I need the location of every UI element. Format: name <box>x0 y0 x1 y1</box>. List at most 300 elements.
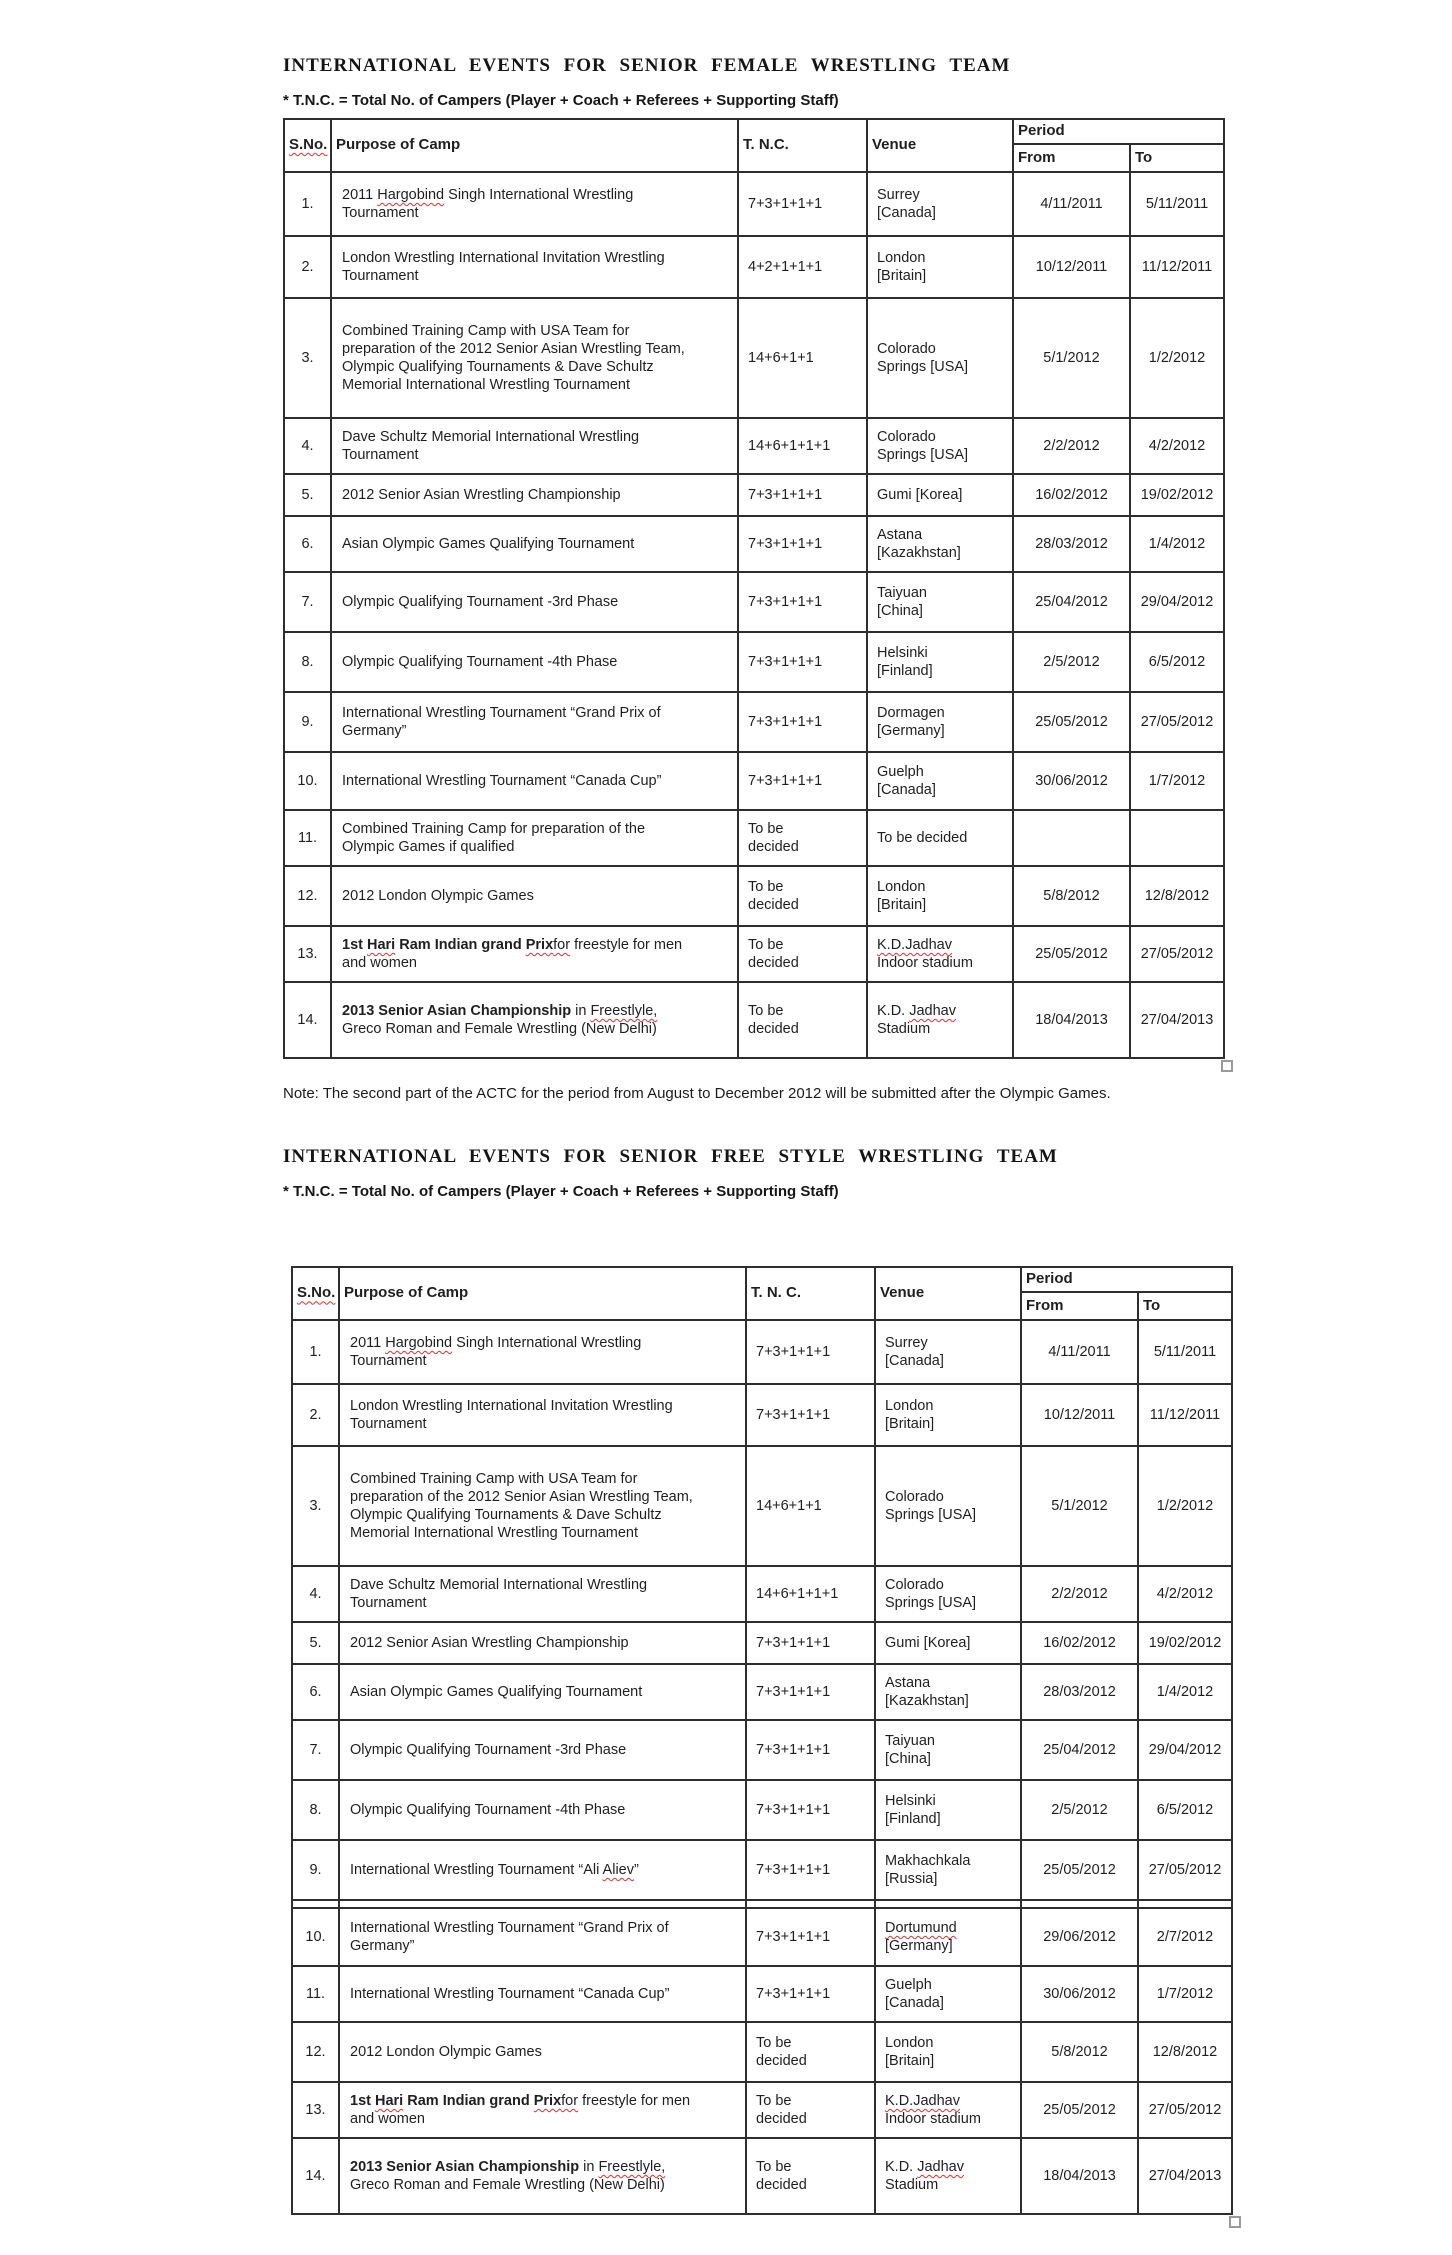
tnc-cell: 7+3+1+1+1 <box>746 1384 875 1446</box>
purpose-cell <box>339 1384 746 1446</box>
sno-cell: 9. <box>284 692 331 752</box>
tnc-cell: 7+3+1+1+1 <box>738 172 867 236</box>
text-segment: Combined Training Camp for preparation of the Olympic Games if qualified <box>342 820 646 855</box>
text-segment: [Canada] <box>877 205 936 221</box>
from-cell: 5/1/2012 <box>1021 1446 1138 1566</box>
text-segment: Olympic Qualifying Tournament -4th Phase <box>350 1802 626 1819</box>
sno-cell: 6. <box>292 1664 339 1720</box>
sno-cell: 3. <box>284 298 331 418</box>
table-row <box>292 2138 1232 2214</box>
text-segment: Surrey <box>885 1335 928 1352</box>
to-cell: 12/8/2012 <box>1138 2022 1232 2082</box>
column-header-venue: Venue <box>875 1267 1021 1320</box>
text-segment: Olympic Qualifying Tournament -3rd Phase <box>350 1742 627 1759</box>
text-segment: Helsinki <box>885 1793 936 1810</box>
column-header-to: To <box>1130 144 1224 172</box>
table-row <box>292 2022 1232 2082</box>
purpose-cell <box>339 1840 746 1900</box>
tnc-cell: 4+2+1+1+1 <box>738 236 867 298</box>
venue-cell <box>875 1446 1021 1566</box>
tnc-cell: 7+3+1+1+1 <box>746 1840 875 1900</box>
from-cell: 2/2/2012 <box>1013 418 1130 474</box>
table-row <box>284 418 1224 474</box>
table-body <box>284 172 1224 1058</box>
from-cell: 28/03/2012 <box>1013 516 1130 572</box>
text-segment: Springs [USA] <box>885 1595 977 1612</box>
split-gap-cell <box>339 1900 746 1908</box>
tnc-definition-note: * T.N.C. = Total No. of Campers (Player + Coach + Referees + Supporting Staff) <box>283 1183 839 1201</box>
sno-cell: 10. <box>292 1908 339 1966</box>
text-segment: [Finland] <box>885 1811 941 1828</box>
tnc-cell: 7+3+1+1+1 <box>738 632 867 692</box>
venue-cell <box>867 298 1013 418</box>
text-segment: Astana <box>885 1675 931 1692</box>
paragraph-anchor-icon <box>1221 1060 1233 1072</box>
events-table-freestyle <box>291 1266 1233 2215</box>
column-header-to: To <box>1138 1292 1232 1320</box>
to-cell: 27/05/2012 <box>1130 926 1224 982</box>
text-segment: ” <box>633 1862 639 1879</box>
from-cell: 16/02/2012 <box>1013 474 1130 516</box>
from-cell: 2/2/2012 <box>1021 1566 1138 1622</box>
table-row <box>284 516 1224 572</box>
venue-cell <box>867 632 1013 692</box>
from-cell: 25/05/2012 <box>1013 692 1130 752</box>
text-segment: Singh International Wrestling Tournament <box>350 1335 642 1370</box>
to-cell: 12/8/2012 <box>1130 866 1224 926</box>
column-header-from: From <box>1013 144 1130 172</box>
sno-cell: 13. <box>292 2082 339 2138</box>
sno-cell: 2. <box>292 1384 339 1446</box>
table-row <box>284 572 1224 632</box>
to-cell: 27/04/2013 <box>1130 982 1224 1058</box>
table-row <box>284 632 1224 692</box>
table-row <box>284 236 1224 298</box>
to-cell: 1/2/2012 <box>1138 1446 1232 1566</box>
split-gap-cell <box>1138 1900 1232 1908</box>
from-cell: 28/03/2012 <box>1021 1664 1138 1720</box>
column-header-period: Period <box>1013 119 1224 144</box>
venue-cell <box>867 982 1013 1058</box>
to-cell: 1/4/2012 <box>1130 516 1224 572</box>
text-segment: Springs [USA] <box>877 359 969 375</box>
column-header-period: Period <box>1021 1267 1232 1292</box>
from-cell: 2/5/2012 <box>1013 632 1130 692</box>
tnc-cell: To be decided <box>746 2138 875 2214</box>
column-header-from: From <box>1021 1292 1138 1320</box>
sno-cell: 1. <box>292 1320 339 1384</box>
sno-cell: 6. <box>284 516 331 572</box>
from-cell: 25/04/2012 <box>1021 1720 1138 1780</box>
purpose-cell <box>339 1566 746 1622</box>
table-row <box>292 1446 1232 1566</box>
text-segment: K.D. <box>877 1002 910 1019</box>
to-cell: 1/4/2012 <box>1138 1664 1232 1720</box>
text-segment: 2012 Senior Asian Wrestling Championship <box>342 486 621 503</box>
purpose-cell <box>331 418 738 474</box>
tnc-cell: 7+3+1+1+1 <box>738 516 867 572</box>
from-cell: 5/8/2012 <box>1021 2022 1138 2082</box>
venue-cell <box>875 1622 1021 1664</box>
text-segment: [Kazakhstan] <box>885 1693 969 1710</box>
from-cell: 25/05/2012 <box>1021 2082 1138 2138</box>
table-row <box>292 1664 1232 1720</box>
to-cell: 29/04/2012 <box>1130 572 1224 632</box>
purpose-cell <box>331 474 738 516</box>
venue-cell <box>867 866 1013 926</box>
table-row <box>284 692 1224 752</box>
text-segment: [Finland] <box>877 663 933 679</box>
purpose-cell <box>331 866 738 926</box>
sno-cell: 11. <box>292 1966 339 2022</box>
text-segment: Hari <box>375 2093 404 2110</box>
sno-cell: 14. <box>284 982 331 1058</box>
text-segment: for <box>561 2093 579 2110</box>
document-body <box>283 55 1243 2228</box>
text-segment: Springs [USA] <box>877 447 969 463</box>
text-segment: Taiyuan <box>885 1733 935 1750</box>
sno-cell: 12. <box>292 2022 339 2082</box>
tnc-cell: 14+6+1+1 <box>746 1446 875 1566</box>
purpose-cell <box>339 1966 746 2022</box>
text-segment: [Canada] <box>885 1995 944 2012</box>
venue-cell <box>875 2082 1021 2138</box>
from-cell: 10/12/2011 <box>1021 1384 1138 1446</box>
table-row <box>292 1320 1232 1384</box>
text-segment: Olympic Qualifying Tournament -4th Phase <box>342 653 618 670</box>
text-segment: Dave Schultz Memorial International Wrestling Tournament <box>350 1577 648 1612</box>
tnc-cell: 7+3+1+1+1 <box>746 1908 875 1966</box>
text-segment: Hari <box>367 936 396 953</box>
table-row <box>292 2082 1232 2138</box>
text-segment: Dave Schultz Memorial International Wrestling Tournament <box>342 428 640 463</box>
purpose-cell <box>339 2082 746 2138</box>
text-segment: Colorado <box>885 1577 944 1594</box>
sno-cell: 4. <box>292 1566 339 1622</box>
table-row <box>284 172 1224 236</box>
from-cell: 25/04/2012 <box>1013 572 1130 632</box>
from-cell: 16/02/2012 <box>1021 1622 1138 1664</box>
column-header-venue: Venue <box>867 119 1013 172</box>
text-segment: Dormagen <box>877 704 945 721</box>
text-segment: Colorado <box>877 428 936 445</box>
venue-cell <box>867 236 1013 298</box>
text-segment: 2013 Senior Asian Championship <box>342 1002 572 1019</box>
to-cell: 27/05/2012 <box>1138 1840 1232 1900</box>
tnc-cell: 7+3+1+1+1 <box>746 1622 875 1664</box>
text-segment: Jadhav <box>917 2159 964 2176</box>
table-row <box>292 1720 1232 1780</box>
text-segment: Gumi [Korea] <box>877 486 963 503</box>
text-segment: Stadium <box>877 1021 931 1037</box>
table-row <box>292 1780 1232 1840</box>
text-segment: Aliev <box>602 1862 634 1879</box>
tnc-cell: To be decided <box>746 2082 875 2138</box>
purpose-cell <box>331 752 738 810</box>
sno-cell: 2. <box>284 236 331 298</box>
tnc-definition-note: * T.N.C. = Total No. of Campers (Player + Coach + Referees + Supporting Staff) <box>283 92 839 109</box>
text-segment: freestyle for men and women <box>342 936 683 971</box>
sno-cell: 11. <box>284 810 331 866</box>
text-segment: Ram Indian grand <box>403 2093 534 2110</box>
text-segment: [Kazakhstan] <box>877 545 961 561</box>
text-segment: Prix <box>533 2093 562 2110</box>
table-row <box>284 866 1224 926</box>
purpose-cell <box>331 172 738 236</box>
text-segment: [Canada] <box>885 1353 944 1370</box>
venue-cell <box>875 1720 1021 1780</box>
text-segment: Surrey <box>877 186 920 203</box>
text-segment: Taiyuan <box>877 584 927 601</box>
text-segment: in <box>579 2159 599 2176</box>
text-segment: Astana <box>877 526 923 543</box>
text-segment: Colorado <box>877 340 936 357</box>
text-segment: [Germany] <box>877 723 945 739</box>
text-segment: Prix <box>525 936 554 953</box>
from-cell: 30/06/2012 <box>1013 752 1130 810</box>
to-cell: 6/5/2012 <box>1130 632 1224 692</box>
text-segment: International Wrestling Tournament “Ali <box>350 1862 603 1879</box>
text-segment: Guelph <box>885 1977 932 1994</box>
sno-cell: 12. <box>284 866 331 926</box>
sno-cell: 1. <box>284 172 331 236</box>
table-header <box>292 1267 1232 1320</box>
table-row <box>292 1384 1232 1446</box>
table-row <box>284 752 1224 810</box>
column-header-sno-label: S.No. <box>289 136 328 154</box>
venue-cell <box>867 572 1013 632</box>
column-header-tnc: T. N.C. <box>738 119 867 172</box>
tnc-cell: 7+3+1+1+1 <box>738 692 867 752</box>
from-cell: 10/12/2011 <box>1013 236 1130 298</box>
column-header-sno <box>284 119 331 172</box>
venue-cell <box>875 1664 1021 1720</box>
text-segment: Hargobind <box>377 186 445 203</box>
text-segment: London <box>877 878 926 895</box>
text-segment: Indoor stadium <box>877 955 973 971</box>
venue-cell <box>867 516 1013 572</box>
section-title: INTERNATIONAL EVENTS FOR SENIOR FEMALE WRESTLING TEAM <box>283 55 1011 76</box>
text-segment: in <box>571 1002 591 1019</box>
purpose-cell <box>339 2138 746 2214</box>
column-header-tnc: T. N. C. <box>746 1267 875 1320</box>
venue-cell <box>875 2022 1021 2082</box>
text-segment: Combined Training Camp with USA Team for preparation of the 2012 Senior Asian Wrestling Team, Olympic Qualifying Tournaments & Dave Schultz Memorial International Wrestling Tournament <box>342 322 685 394</box>
text-segment: for <box>553 936 571 953</box>
to-cell: 27/04/2013 <box>1138 2138 1232 2214</box>
text-segment: Guelph <box>877 763 924 780</box>
sno-cell: 3. <box>292 1446 339 1566</box>
tnc-cell: To be decided <box>738 982 867 1058</box>
purpose-cell <box>339 1720 746 1780</box>
from-cell: 29/06/2012 <box>1021 1908 1138 1966</box>
text-segment: freestyle for men and women <box>350 2093 691 2128</box>
tnc-cell: 14+6+1+1 <box>738 298 867 418</box>
text-segment: London Wrestling International Invitation Wrestling Tournament <box>342 249 665 284</box>
text-segment: Greco Roman and Female Wrestling (New Delhi) <box>342 1021 657 1037</box>
purpose-cell <box>339 1908 746 1966</box>
text-segment: Colorado <box>885 1489 944 1506</box>
to-cell: 11/12/2011 <box>1130 236 1224 298</box>
purpose-cell <box>339 1446 746 1566</box>
text-segment: [China] <box>877 603 923 619</box>
venue-cell <box>875 1566 1021 1622</box>
text-segment: Olympic Qualifying Tournament -3rd Phase <box>342 593 619 610</box>
venue-cell <box>875 1966 1021 2022</box>
text-segment: [Britain] <box>885 1416 935 1433</box>
venue-cell <box>875 1780 1021 1840</box>
text-segment: Springs [USA] <box>885 1507 977 1524</box>
tnc-cell: 7+3+1+1+1 <box>738 572 867 632</box>
text-segment: London <box>885 2035 934 2052</box>
text-segment: Ram Indian grand <box>395 936 526 953</box>
text-segment: Gumi [Korea] <box>885 1635 971 1652</box>
to-cell: 5/11/2011 <box>1130 172 1224 236</box>
sno-cell: 7. <box>292 1720 339 1780</box>
text-segment: [Britain] <box>885 2053 935 2070</box>
text-segment: Freestlyle, <box>598 2159 666 2176</box>
table-page-split-gap <box>292 1900 1232 1908</box>
venue-cell <box>867 810 1013 866</box>
purpose-cell <box>339 2022 746 2082</box>
text-segment: Combined Training Camp with USA Team for preparation of the 2012 Senior Asian Wrestling Team, Olympic Qualifying Tournaments & Dave Schultz Memorial International Wrestling Tournament <box>350 1471 693 1542</box>
text-segment: Hargobind <box>385 1335 453 1352</box>
split-gap-cell <box>1021 1900 1138 1908</box>
table-row <box>292 1566 1232 1622</box>
to-cell <box>1130 810 1224 866</box>
table-row <box>284 298 1224 418</box>
purpose-cell <box>339 1622 746 1664</box>
purpose-cell <box>339 1664 746 1720</box>
purpose-cell <box>331 632 738 692</box>
table-row <box>292 1840 1232 1900</box>
text-segment: [Canada] <box>877 782 936 798</box>
text-segment: Greco Roman and Female Wrestling (New Delhi) <box>350 2177 665 2194</box>
text-segment: To be decided <box>877 829 968 846</box>
text-segment: Jadhav <box>909 1002 956 1019</box>
column-header-sno-label: S.No. <box>297 1284 336 1302</box>
split-gap-cell <box>875 1900 1021 1908</box>
text-segment: K.D.Jadhav <box>885 2093 960 2110</box>
tnc-cell: 7+3+1+1+1 <box>746 1780 875 1840</box>
tnc-cell: To be decided <box>738 926 867 982</box>
to-cell: 11/12/2011 <box>1138 1384 1232 1446</box>
text-segment: London Wrestling International Invitation Wrestling Tournament <box>350 1398 673 1433</box>
text-segment: [Germany] <box>885 1938 953 1955</box>
venue-cell <box>867 752 1013 810</box>
text-segment: 1st <box>342 936 367 953</box>
to-cell: 27/05/2012 <box>1130 692 1224 752</box>
text-segment: Helsinki <box>877 644 928 661</box>
purpose-cell <box>339 1320 746 1384</box>
text-segment: Indoor stadium <box>885 2111 981 2128</box>
tnc-cell: 7+3+1+1+1 <box>746 1320 875 1384</box>
tnc-cell: 7+3+1+1+1 <box>738 752 867 810</box>
to-cell: 1/7/2012 <box>1130 752 1224 810</box>
purpose-cell <box>339 1780 746 1840</box>
table-row <box>292 1908 1232 1966</box>
purpose-cell <box>331 982 738 1058</box>
to-cell: 1/2/2012 <box>1130 298 1224 418</box>
sno-cell: 14. <box>292 2138 339 2214</box>
text-segment: 2013 Senior Asian Championship <box>350 2159 580 2176</box>
venue-cell <box>875 1908 1021 1966</box>
tnc-cell: 7+3+1+1+1 <box>746 1966 875 2022</box>
column-header-purpose: Purpose of Camp <box>331 119 738 172</box>
from-cell: 4/11/2011 <box>1013 172 1130 236</box>
to-cell: 19/02/2012 <box>1130 474 1224 516</box>
text-segment: London <box>877 249 926 266</box>
from-cell: 25/05/2012 <box>1013 926 1130 982</box>
split-gap-cell <box>746 1900 875 1908</box>
text-segment: [Britain] <box>877 897 927 913</box>
sno-cell: 13. <box>284 926 331 982</box>
venue-cell <box>867 474 1013 516</box>
venue-cell <box>867 418 1013 474</box>
sno-cell: 5. <box>284 474 331 516</box>
text-segment: Singh International Wrestling Tournament <box>342 186 634 221</box>
text-segment: 2012 Senior Asian Wrestling Championship <box>350 1635 629 1652</box>
from-cell: 18/04/2013 <box>1013 982 1130 1058</box>
purpose-cell <box>331 236 738 298</box>
tnc-cell: 14+6+1+1+1 <box>738 418 867 474</box>
venue-cell <box>875 1840 1021 1900</box>
table-row <box>284 810 1224 866</box>
purpose-cell <box>331 810 738 866</box>
from-cell: 30/06/2012 <box>1021 1966 1138 2022</box>
sno-cell: 10. <box>284 752 331 810</box>
text-segment: Makhachkala <box>885 1853 971 1870</box>
venue-cell <box>875 2138 1021 2214</box>
table-row <box>292 1622 1232 1664</box>
tnc-cell: 7+3+1+1+1 <box>746 1664 875 1720</box>
sno-cell: 9. <box>292 1840 339 1900</box>
to-cell: 19/02/2012 <box>1138 1622 1232 1664</box>
document-page <box>0 55 1452 2255</box>
table-row <box>284 474 1224 516</box>
events-table-female <box>283 118 1225 1059</box>
text-segment: 1st <box>350 2093 375 2110</box>
from-cell: 25/05/2012 <box>1021 1840 1138 1900</box>
to-cell: 5/11/2011 <box>1138 1320 1232 1384</box>
venue-cell <box>875 1320 1021 1384</box>
text-segment: Freestlyle, <box>590 1002 658 1019</box>
text-segment: International Wrestling Tournament “Canada Cup” <box>342 772 662 789</box>
purpose-cell <box>331 926 738 982</box>
section-title: INTERNATIONAL EVENTS FOR SENIOR FREE STYLE WRESTLING TEAM <box>283 1146 1058 1168</box>
text-segment: Asian Olympic Games Qualifying Tournament <box>350 1684 643 1701</box>
table-body <box>292 1320 1232 2214</box>
to-cell: 27/05/2012 <box>1138 2082 1232 2138</box>
purpose-cell <box>331 516 738 572</box>
tnc-cell: To be decided <box>746 2022 875 2082</box>
from-cell: 18/04/2013 <box>1021 2138 1138 2214</box>
to-cell: 1/7/2012 <box>1138 1966 1232 2022</box>
text-segment: [China] <box>885 1751 931 1768</box>
paragraph-anchor-icon <box>1229 2216 1241 2228</box>
tnc-cell: 14+6+1+1+1 <box>746 1566 875 1622</box>
from-cell <box>1013 810 1130 866</box>
text-segment: [Russia] <box>885 1871 938 1888</box>
text-segment: K.D.Jadhav <box>877 936 952 953</box>
text-segment: International Wrestling Tournament “Grand Prix of Germany” <box>342 704 661 739</box>
column-header-purpose: Purpose of Camp <box>339 1267 746 1320</box>
text-segment: International Wrestling Tournament “Canada Cup” <box>350 1986 670 2003</box>
tnc-cell: To be decided <box>738 810 867 866</box>
venue-cell <box>867 172 1013 236</box>
table-row <box>292 1966 1232 2022</box>
from-cell: 5/1/2012 <box>1013 298 1130 418</box>
